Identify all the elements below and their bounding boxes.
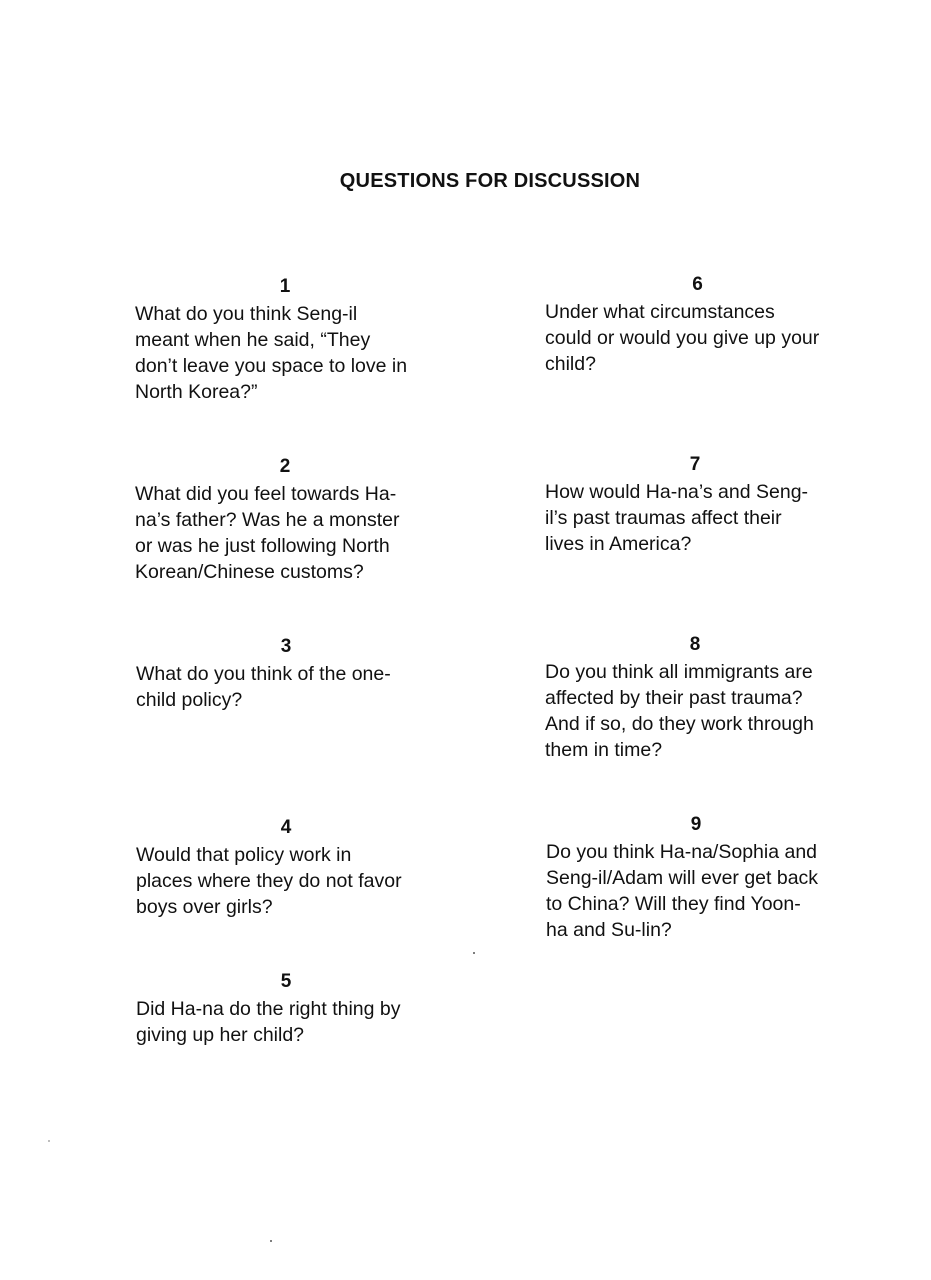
question-number: 7 [689, 454, 701, 475]
question-text: Do you think all immigrants are affected by their past trauma? And if so, do they work through them in time? [545, 661, 814, 761]
question-2 [135, 456, 435, 585]
question-number: 6 [692, 274, 703, 295]
question-4 [136, 817, 436, 920]
question-number: 3 [280, 636, 292, 657]
question-number: 5 [280, 971, 292, 992]
question-text: What did you feel towards Ha- na’s father? Was he a monster or was he just following North Korean/Chinese customs? [135, 483, 400, 583]
question-number: 4 [280, 817, 292, 838]
question-9 [546, 814, 846, 943]
scan-speck [48, 1140, 50, 1142]
question-text: Under what circumstances could or would you give up your child? [545, 301, 820, 375]
question-text: Did Ha-na do the right thing by giving up her child? [136, 998, 401, 1046]
question-number: 8 [689, 634, 701, 655]
question-text: Do you think Ha-na/Sophia and Seng-il/Adam will ever get back to China? Will they find Yoon- ha and Su-lin? [546, 841, 819, 941]
question-5 [136, 971, 436, 1048]
question-text: Would that policy work in places where they do not favor boys over girls? [136, 844, 402, 918]
question-6 [545, 274, 850, 377]
question-text: What do you think Seng-il meant when he said, “They don’t leave you space to love in North Korea?” [135, 303, 408, 403]
question-8 [545, 634, 845, 763]
question-3 [136, 636, 436, 713]
question-1 [135, 276, 435, 405]
question-number: 2 [279, 456, 291, 477]
question-text: How would Ha-na’s and Seng- il’s past traumas affect their lives in America? [545, 481, 809, 555]
scan-speck [270, 1240, 272, 1242]
question-number: 1 [279, 276, 291, 297]
question-text: What do you think of the one- child policy? [136, 663, 391, 711]
question-7 [545, 454, 845, 557]
page-title: QUESTIONS FOR DISCUSSION [339, 170, 641, 192]
question-number: 9 [690, 814, 702, 835]
scan-speck [473, 952, 475, 954]
